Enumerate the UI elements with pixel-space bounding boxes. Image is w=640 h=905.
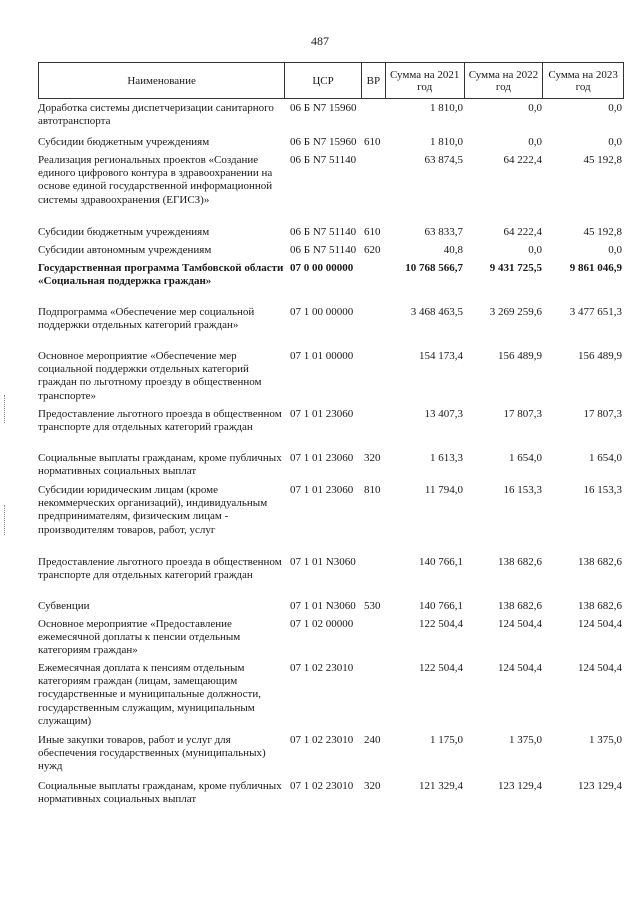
table-row	[38, 154, 624, 226]
row-csr: 07 1 01 00000	[290, 350, 354, 362]
row-name: Подпрограмма «Обеспечение мер социальной поддержки отдельных категорий граждан»	[38, 306, 255, 332]
row-sum-2023: 17 807,3	[583, 408, 622, 420]
row-sum-2023: 156 489,9	[578, 350, 622, 362]
table-header	[38, 62, 624, 99]
row-sum-2022: 156 489,9	[498, 350, 542, 362]
table-row	[38, 262, 624, 306]
header-sum-2023: Сумма на 2023 год	[548, 68, 618, 93]
row-vr	[364, 262, 386, 306]
row-vr: 620	[364, 244, 381, 256]
table-row	[38, 244, 624, 262]
row-sum-2022: 124 504,4	[498, 662, 542, 674]
header-sum-2022: Сумма на 2022 год	[465, 63, 544, 98]
row-sum-2021: 122 504,4	[419, 618, 463, 630]
row-sum-2021: 1 810,0	[430, 102, 463, 114]
table-row	[38, 452, 624, 484]
row-name: Предоставление льготного проезда в общественном транспорте для отдельных категорий граждан	[38, 408, 282, 434]
table-row	[38, 734, 624, 780]
row-vr	[364, 306, 386, 350]
row-sum-2021: 63 833,7	[424, 226, 463, 238]
row-sum-2023: 138 682,6	[578, 556, 622, 568]
row-vr: 240	[364, 734, 381, 746]
row-sum-2023: 16 153,3	[583, 484, 622, 496]
row-sum-2023: 123 129,4	[578, 780, 622, 792]
page-number: 487	[311, 34, 329, 48]
row-vr	[364, 154, 386, 226]
row-csr: 07 1 01 23060	[290, 452, 354, 464]
row-name: Социальные выплаты гражданам, кроме публичных нормативных социальных выплат	[38, 452, 282, 478]
row-sum-2023: 0,0	[608, 244, 622, 256]
row-sum-2022: 124 504,4	[498, 618, 542, 630]
row-sum-2023: 45 192,8	[583, 154, 622, 166]
row-name: Предоставление льготного проезда в общественном транспорте для отдельных категорий граждан	[38, 556, 282, 582]
row-vr: 530	[364, 600, 381, 612]
row-sum-2022: 0,0	[528, 102, 542, 114]
row-sum-2023: 9 861 046,9	[569, 262, 622, 274]
margin-mark	[4, 395, 6, 423]
row-sum-2022: 1 654,0	[509, 452, 542, 464]
row-name: Основное мероприятие «Предоставление ежемесячной доплаты к пенсии отдельным категориям граждан»	[38, 618, 241, 657]
table-row	[38, 102, 624, 136]
header-sum-2021: Сумма на 2021 год	[386, 63, 465, 98]
row-vr	[364, 408, 386, 452]
row-csr: 07 1 01 N3060	[290, 600, 356, 612]
row-csr: 07 1 02 23010	[290, 662, 354, 674]
row-sum-2022: 64 222,4	[503, 226, 542, 238]
row-sum-2021: 154 173,4	[419, 350, 463, 362]
row-sum-2021: 1 175,0	[430, 734, 463, 746]
row-sum-2022: 17 807,3	[503, 408, 542, 420]
row-vr	[364, 102, 386, 136]
table-row	[38, 306, 624, 350]
row-sum-2023: 0,0	[608, 136, 622, 148]
row-csr: 07 1 02 23010	[290, 734, 354, 746]
table-row	[38, 408, 624, 452]
row-sum-2022: 138 682,6	[498, 600, 542, 612]
row-vr: 610	[364, 136, 381, 148]
row-name: Субсидии юридическим лицам (кроме некоммерческих организаций), индивидуальным предпринимателям, физическим лицам - производителям товаров, работ, услуг	[38, 484, 268, 536]
table-row	[38, 136, 624, 154]
row-vr	[364, 556, 386, 600]
row-sum-2022: 0,0	[528, 136, 542, 148]
row-name: Субсидии автономным учреждениям	[38, 244, 212, 256]
row-sum-2023: 124 504,4	[578, 618, 622, 630]
row-sum-2022: 9 431 725,5	[489, 262, 542, 274]
table-row	[38, 226, 624, 244]
row-sum-2021: 13 407,3	[424, 408, 463, 420]
row-sum-2022: 64 222,4	[503, 154, 542, 166]
header-vr: ВР	[362, 63, 386, 98]
table-row	[38, 780, 624, 812]
row-sum-2023: 1 654,0	[589, 452, 622, 464]
row-vr: 610	[364, 226, 381, 238]
row-sum-2023: 0,0	[608, 102, 622, 114]
row-sum-2023: 1 375,0	[589, 734, 622, 746]
row-sum-2021: 140 766,1	[419, 556, 463, 568]
row-sum-2022: 0,0	[528, 244, 542, 256]
row-sum-2023: 124 504,4	[578, 662, 622, 674]
row-csr: 07 1 02 23010	[290, 780, 354, 792]
row-vr: 320	[364, 780, 381, 792]
row-sum-2021: 121 329,4	[419, 780, 463, 792]
row-sum-2023: 138 682,6	[578, 600, 622, 612]
table-row	[38, 556, 624, 600]
row-name: Реализация региональных проектов «Создание единого цифрового контура в здравоохранении на основе единой государственной информационной системы здравоохранения (ЕГИСЗ)»	[38, 154, 273, 206]
row-vr	[364, 662, 386, 734]
row-sum-2021: 40,8	[443, 244, 463, 256]
row-csr: 07 1 01 23060	[290, 484, 354, 496]
row-vr: 810	[364, 484, 381, 496]
row-vr	[364, 350, 386, 408]
row-csr: 07 0 00 00000	[290, 262, 354, 274]
row-name: Государственная программа Тамбовской области «Социальная поддержка граждан»	[38, 262, 284, 288]
table-row	[38, 484, 624, 556]
row-csr: 06 Б N7 15960	[290, 102, 357, 114]
row-name: Субвенции	[38, 600, 90, 612]
row-csr: 06 Б N7 51140	[290, 226, 357, 238]
row-sum-2022: 138 682,6	[498, 556, 542, 568]
header-csr: ЦСР	[285, 63, 362, 98]
row-name: Доработка системы диспетчеризации санитарного автотранспорта	[38, 102, 274, 128]
row-csr: 07 1 00 00000	[290, 306, 354, 318]
table-row	[38, 662, 624, 734]
row-csr: 06 Б N7 51140	[290, 154, 357, 166]
row-csr: 06 Б N7 15960	[290, 136, 357, 148]
row-sum-2021: 3 468 463,5	[410, 306, 463, 318]
table-row	[38, 600, 624, 618]
table-row	[38, 350, 624, 408]
row-sum-2021: 10 768 566,7	[405, 262, 463, 274]
row-name: Иные закупки товаров, работ и услуг для обеспечения государственных (муниципальных) нужд	[38, 734, 266, 773]
row-sum-2023: 45 192,8	[583, 226, 622, 238]
row-sum-2022: 123 129,4	[498, 780, 542, 792]
row-csr: 07 1 01 23060	[290, 408, 354, 420]
header-name: Наименование	[39, 63, 285, 98]
row-name: Ежемесячная доплата к пенсиям отдельным категориям граждан (лицам, замещающим государственные и муниципальные должности, государственным служащим, муниципальным служащим)	[38, 662, 261, 727]
table-body	[38, 102, 624, 812]
row-csr: 07 1 01 N3060	[290, 556, 356, 568]
table-row	[38, 618, 624, 662]
row-sum-2021: 140 766,1	[419, 600, 463, 612]
row-vr	[364, 618, 386, 662]
row-csr: 07 1 02 00000	[290, 618, 354, 630]
row-sum-2022: 3 269 259,6	[489, 306, 542, 318]
row-sum-2021: 63 874,5	[424, 154, 463, 166]
row-sum-2021: 1 613,3	[430, 452, 463, 464]
row-name: Субсидии бюджетным учреждениям	[38, 136, 210, 148]
row-csr: 06 Б N7 51140	[290, 244, 357, 256]
row-name: Субсидии бюджетным учреждениям	[38, 226, 210, 238]
row-vr: 320	[364, 452, 381, 464]
row-sum-2023: 3 477 651,3	[569, 306, 622, 318]
row-name: Основное мероприятие «Обеспечение мер социальной поддержки отдельных категорий граждан по льготному проезду в общественном транспорте»	[38, 350, 262, 402]
row-sum-2022: 1 375,0	[509, 734, 542, 746]
row-sum-2021: 122 504,4	[419, 662, 463, 674]
row-sum-2021: 11 794,0	[424, 484, 463, 496]
row-sum-2022: 16 153,3	[503, 484, 542, 496]
margin-mark	[4, 505, 6, 535]
row-sum-2021: 1 810,0	[430, 136, 463, 148]
row-name: Социальные выплаты гражданам, кроме публичных нормативных социальных выплат	[38, 780, 282, 806]
